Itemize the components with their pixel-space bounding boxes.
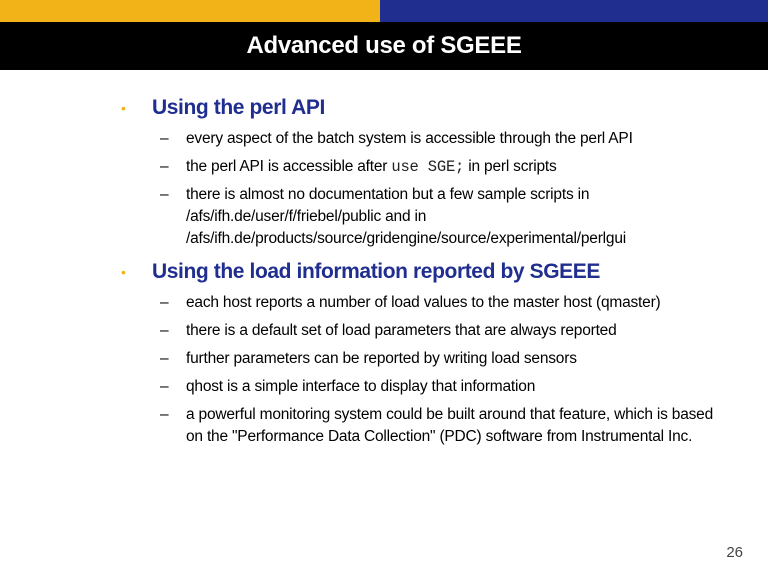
dash-icon: – [160,130,169,147]
dash-icon: – [160,294,169,311]
list-item [0,404,768,448]
item-text: further parameters can be reported by writing load sensors [186,350,577,367]
item-line: a powerful monitoring system could be built around that feature, which is based [186,406,714,423]
item-text: qhost is a simple interface to display that information [186,378,536,395]
title-bar [0,22,768,70]
section-load-information [0,256,768,448]
list-item [0,184,768,250]
item-list [0,128,768,250]
item-text: every aspect of the batch system is accessible through the perl API [186,130,633,147]
item-text-pre: the perl API is accessible after [186,158,392,175]
list-item [0,292,768,314]
item-text: there is a default set of load parameters that are always reported [186,322,617,339]
list-item [0,128,768,150]
top-stripe-yellow [0,0,380,22]
section-perl-api [0,92,768,250]
slide-title: Advanced use of SGEEE [246,32,522,59]
section-heading: Using the load information reported by SGEEE [152,260,600,283]
item-line: there is almost no documentation but a few sample scripts in [186,186,590,203]
item-text-post: in perl scripts [464,158,557,175]
bullet-icon: • [121,100,126,116]
list-item [0,320,768,342]
dash-icon: – [160,322,169,339]
slide-content [0,92,768,454]
list-item [0,376,768,398]
section-heading-row [0,92,768,128]
dash-icon: – [160,158,169,175]
list-item [0,156,768,178]
item-text: each host reports a number of load values to the master host (qmaster) [186,294,661,311]
dash-icon: – [160,350,169,367]
item-line: on the "Performance Data Collection" (PDC) software from Instrumental Inc. [186,428,693,445]
list-item [0,348,768,370]
item-line: /afs/ifh.de/user/f/friebel/public and in [186,208,427,225]
top-stripe-blue [380,0,768,22]
dash-icon: – [160,378,169,395]
section-heading: Using the perl API [152,96,325,119]
bullet-icon: • [121,264,126,280]
code-snippet: use SGE; [391,158,465,176]
page-number: 26 [726,544,743,561]
dash-icon: – [160,186,169,203]
item-list [0,292,768,448]
item-line: /afs/ifh.de/products/source/gridengine/source/experimental/perlgui [186,230,627,247]
dash-icon: – [160,406,169,423]
section-heading-row [0,256,768,292]
